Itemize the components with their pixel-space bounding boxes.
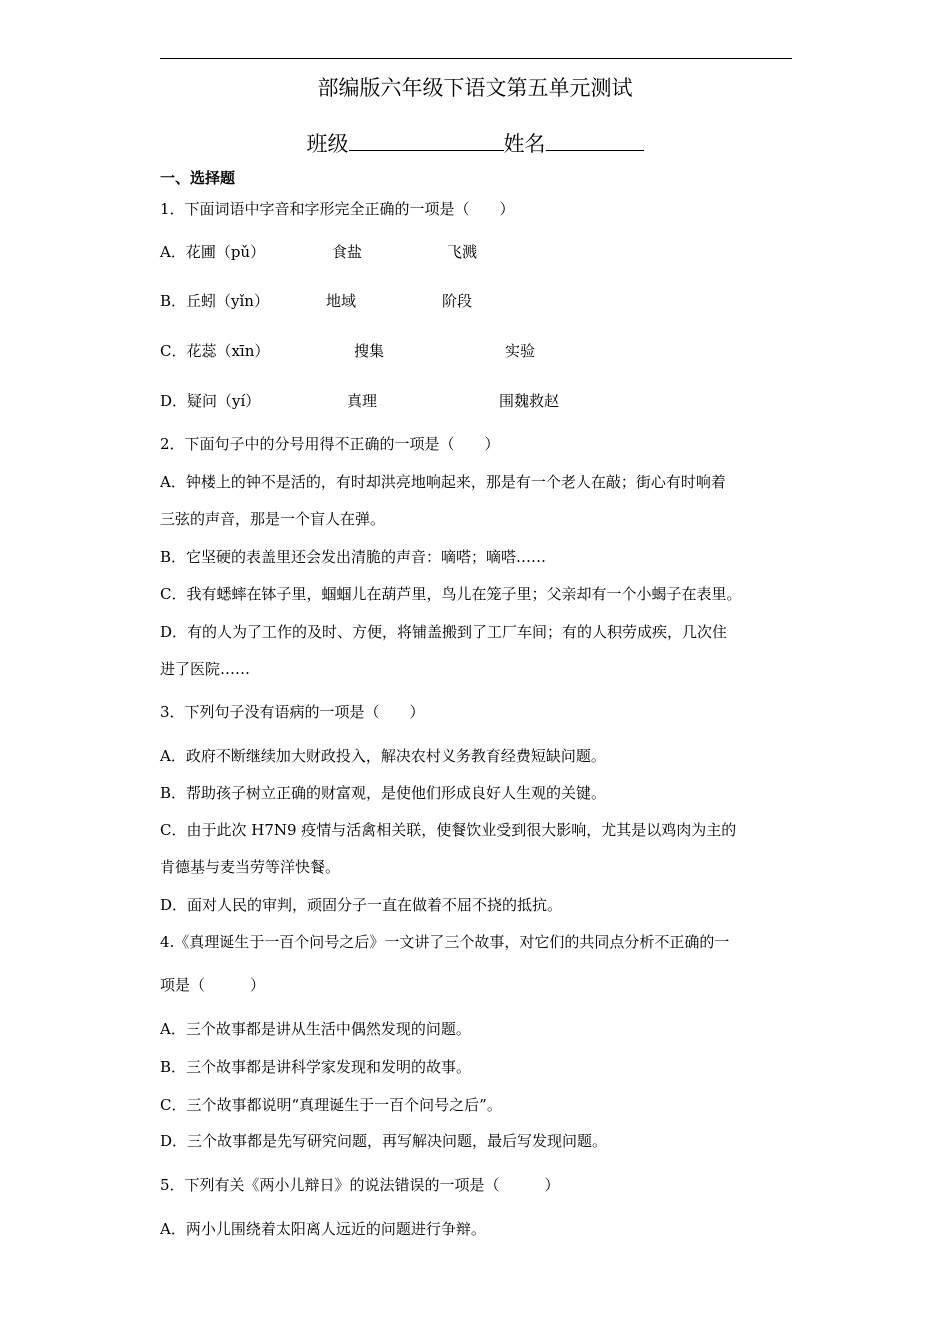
q3-option-a: A．政府不断继续加大财政投入，解决农村义务教育经费短缺问题。	[160, 747, 606, 765]
q5-stem: 5．下列有关《两小儿辩日》的说法错误的一项是（ ）	[160, 1176, 560, 1194]
q4-option-c: C．三个故事都说明“真理诞生于一百个问号之后”。	[160, 1096, 502, 1114]
q4-option-a: A．三个故事都是讲从生活中偶然发现的问题。	[160, 1020, 471, 1038]
class-label: 班级	[306, 132, 349, 156]
q1-option-d	[160, 391, 559, 411]
q1-b-word1: B．丘蚓（yǐn）	[160, 292, 269, 310]
q1-option-a	[160, 242, 477, 262]
section-heading: 一、选择题	[160, 169, 236, 187]
q1-c-word2: 搜集	[354, 342, 385, 360]
q1-c-word3: 实验	[505, 342, 536, 360]
q2-option-b: B．它坚硬的表盖里还会发出清脆的声音：嘀嗒；嘀嗒……	[160, 548, 547, 566]
name-blank[interactable]	[546, 128, 644, 151]
q1-b-word3: 阶段	[442, 292, 473, 310]
q3-option-c-line2: 肯德基与麦当劳等洋快餐。	[160, 858, 341, 876]
q2-option-a-line2: 三弦的声音，那是一个盲人在弹。	[160, 510, 386, 528]
q4-option-b: B．三个故事都是讲科学家发现和发明的故事。	[160, 1058, 472, 1076]
q2-option-d-line2: 进了医院……	[160, 660, 251, 678]
name-label: 姓名	[503, 132, 546, 156]
q3-option-b: B．帮助孩子树立正确的财富观，是使他们形成良好人生观的关键。	[160, 784, 607, 802]
q2-option-c: C．我有蟋蟀在钵子里，蝈蝈儿在葫芦里，鸟儿在笼子里；父亲却有一个小蝎子在表里。	[160, 585, 742, 603]
q4-stem-line2: 项是（ ）	[160, 976, 266, 994]
q4-stem-line1: 4.《真理诞生于一百个问号之后》一文讲了三个故事，对它们的共同点分析不正确的一	[160, 933, 730, 951]
q1-a-word2: 食盐	[332, 243, 363, 261]
q1-b-word2: 地域	[326, 292, 357, 310]
q1-d-word1: D．疑问（yí）	[160, 392, 261, 410]
q5-option-a: A．两小儿围绕着太阳离人远近的问题进行争辩。	[160, 1220, 486, 1238]
q1-d-word2: 真理	[347, 392, 378, 410]
q1-option-b	[160, 291, 472, 311]
header-rule	[160, 58, 792, 59]
q4-option-d: D．三个故事都是先写研究问题，再写解决问题，最后写发现问题。	[160, 1132, 608, 1150]
q1-c-word1: C．花蕊（xīn）	[160, 342, 270, 360]
q1-option-c	[160, 341, 535, 361]
student-info-line	[0, 128, 950, 158]
q2-stem: 2．下面句子中的分号用得不正确的一项是（ ）	[160, 435, 500, 453]
q1-a-word1: A．花圃（pǔ）	[160, 243, 266, 261]
q3-option-d: D．面对人民的审判，顽固分子一直在做着不屈不挠的抵抗。	[160, 896, 563, 914]
q1-a-word3: 飞溅	[447, 243, 478, 261]
q2-option-d-line1: D．有的人为了工作的及时、方便，将铺盖搬到了工厂车间；有的人积劳成疾，几次住	[160, 623, 728, 641]
q1-stem: 1．下面词语中字音和字形完全正确的一项是（ ）	[160, 200, 515, 218]
class-blank[interactable]	[349, 128, 504, 151]
q1-d-word3: 围魏救赵	[499, 392, 560, 410]
page-title: 部编版六年级下语文第五单元测试	[317, 76, 633, 100]
q2-option-a-line1: A．钟楼上的钟不是活的，有时却洪亮地响起来，那是有一个老人在敲；街心有时响着	[160, 473, 726, 491]
q3-option-c-line1: C．由于此次 H7N9 疫情与活禽相关联，使餐饮业受到很大影响，尤其是以鸡肉为主的	[160, 821, 737, 839]
q3-stem: 3．下列句子没有语病的一项是（ ）	[160, 703, 425, 721]
